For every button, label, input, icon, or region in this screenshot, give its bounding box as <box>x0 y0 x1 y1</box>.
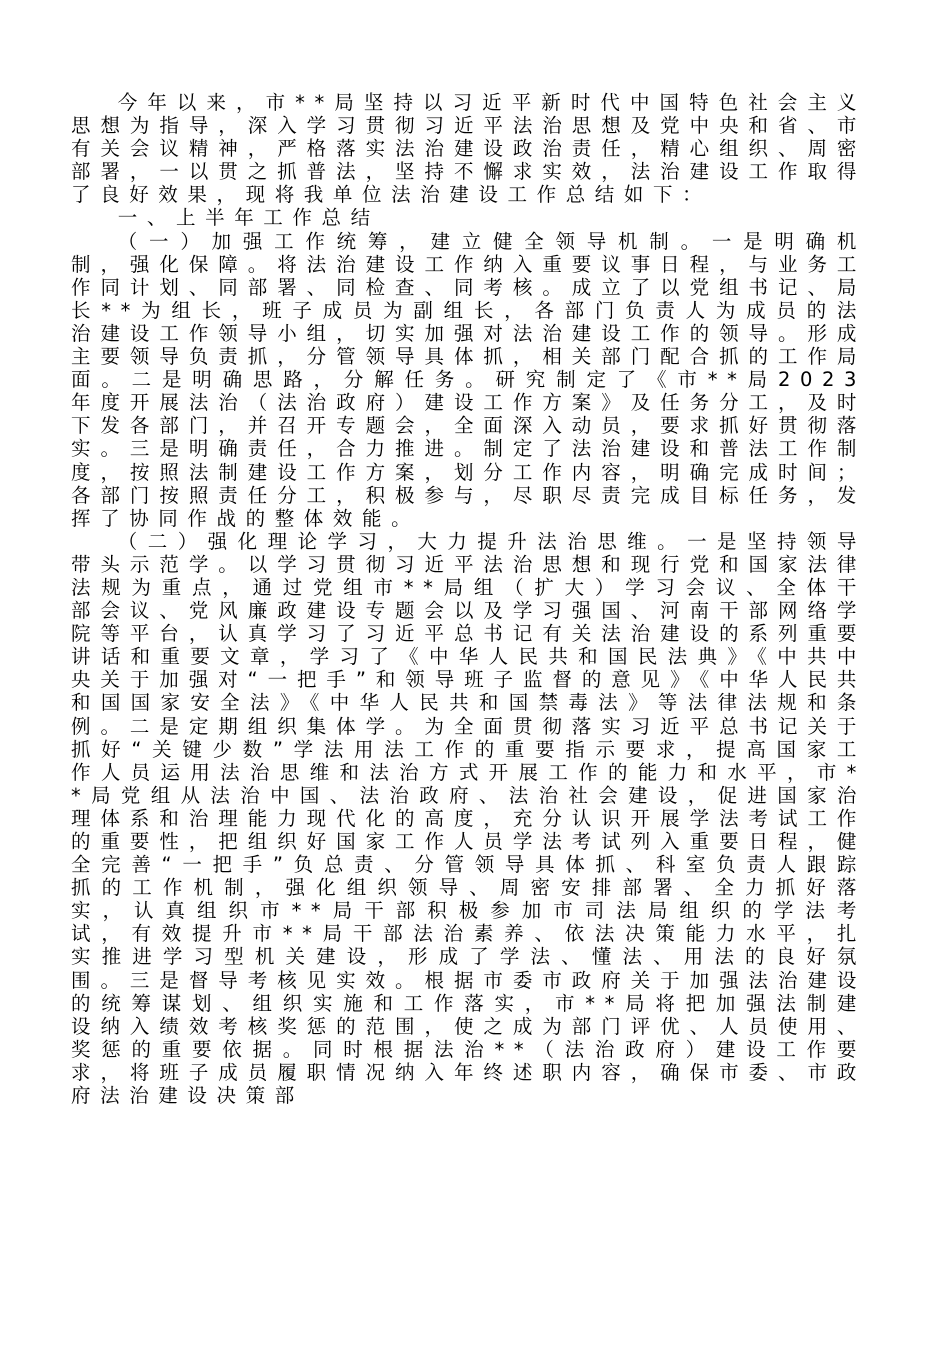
section-heading: 一、上半年工作总结 <box>117 206 380 230</box>
body-paragraph-2: （二）强化理论学习，大力提升法治思维。一是坚持领导带头示范学。以学习贯彻习近平法治思想和现行党和国家法律法规为重点，通过党组市**局组（扩大）学习会议、全体干部会议、党风廉政建设专题会以及学习强国、河南干部网络学院等平台，认真学习了习近平总书记有关法治建设的系列重要讲话和重要文章，学习了《中华人民共和国民法典》《中共中央关于加强对“一把手”和领导班子监督的意见》《中华人民共和国国家安全法》《中华人民共和国禁毒法》等法律法规和条例。二是定期组织集体学。为全面贯彻落实习近平总书记关于抓好“关键少数”学法用法工作的重要指示要求，提高国家工作人员运用法治思维和法治方式开展工作的能力和水平，市**局党组从法治中国、法治政府、法治社会建设，促进国家治理体系和治理能力现代化的高度，充分认识开展学法考试工作的重要性，把组织好国家工作人员学法考试列入重要日程，健全完善“一把手”负总责、分管领导具体抓、科室负责人跟踪抓的工作机制，强化组织领导、周密安排部署、全力抓好落实，认真组织市**局干部积极参加市司法局组织的学法考试，有效提升市**局干部法治素养、依法决策能力水平，扎实推进学习型机关建设，形成了学法、懂法、用法的良好氛围。三是督导考核见实效。根据市委市政府关于加强法治建设的统筹谋划、组织实施和工作落实，市**局将把加强法制建设纳入绩效考核奖惩的范围，使之成为部门评优、人员使用、奖惩的重要依据。同时根据法治**（法治政府）建设工作要求，将班子成员履职情况纳入年终述职内容，确保市委、市政府法治建设决策部 <box>71 529 866 1108</box>
body-paragraph-1: （一）加强工作统筹，建立健全领导机制。一是明确机制，强化保障。将法治建设工作纳入重要议事日程，与业务工作同计划、同部署、同检查、同考核。成立了以党组书记、局长**为组长，班子成员为副组长，各部门负责人为成员的法治建设工作领导小组，切实加强对法治建设工作的领导。形成主要领导负责抓，分管领导具体抓，相关部门配合抓的工作局面。二是明确思路，分解任务。研究制定了《市**局2023年度开展法治（法治政府）建设工作方案》及任务分工，及时下发各部门，并召开专题会，全面深入动员，要求抓好贯彻落实。三是明确责任，合力推进。制定了法治建设和普法工作制度，按照法制建设工作方案，划分工作内容，明确完成时间；各部门按照责任分工，积极参与，尽职尽责完成目标任务，发挥了协同作战的整体效能。 <box>71 229 866 530</box>
document-page <box>71 91 866 1107</box>
intro-paragraph: 今年以来，市**局坚持以习近平新时代中国特色社会主义思想为指导，深入学习贯彻习近平法治思想及党中央和省、市有关会议精神，严格落实法治建设政治责任，精心组织、周密部署，一以贯之抓普法，坚持不懈求实效，法治建设工作取得了良好效果，现将我单位法治建设工作总结如下： <box>71 91 866 207</box>
